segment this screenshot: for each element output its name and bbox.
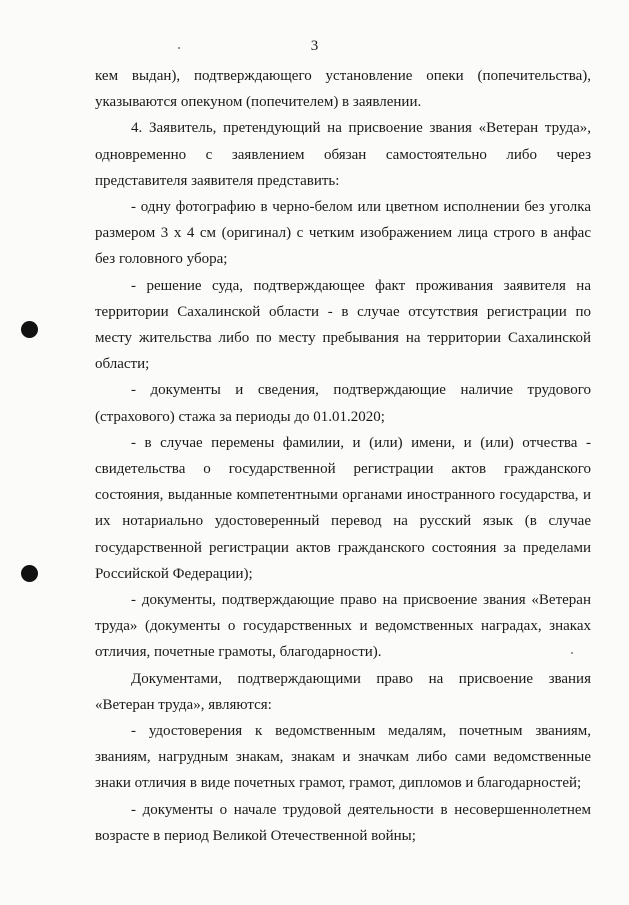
paragraph: - удостоверения к ведомственным медалям, почетным званиям, званиям, нагрудным знакам, знакам и значкам либо сами ведомственные знаки отличия в виде почетных грамот, грамот, дипломов и благодарностей; [95, 723, 591, 792]
page-number: 3 [310, 38, 319, 54]
paragraph: - одну фотографию в черно-белом или цветном исполнении без уголка размером 3 х 4 см (оригинал) с четким изображением лица строго в анфас без головного убора; [95, 199, 591, 268]
document-body [95, 63, 591, 849]
paragraph: - в случае перемены фамилии, и (или) имени, и (или) отчества - свидетельства о государственной регистрации актов гражданского состояния, выданные компетентными органами иностранного государства, и их нотариально удостоверенный перевод на русский язык (в случае государственной регистрации актов гражданского состояния за пределами Российской Федерации); [95, 434, 591, 582]
scan-speck [178, 47, 180, 49]
paragraph: Документами, подтверждающими право на присвоение звания «Ветеран труда», являются: [95, 670, 591, 713]
paragraph: 4. Заявитель, претендующий на присвоение звания «Ветеран труда», одновременно с заявлением обязан самостоятельно либо через представителя заявителя представить: [95, 120, 591, 189]
paragraph: - документы и сведения, подтверждающие наличие трудового (страхового) стажа за периоды до 01.01.2020; [95, 382, 591, 425]
paragraph: кем выдан), подтверждающего установление опеки (попечительства), указываются опекуном (попечителем) в заявлении. [95, 68, 591, 111]
punch-hole-mark [21, 321, 38, 338]
paragraph: - документы, подтверждающие право на присвоение звания «Ветеран труда» (документы о государственных и ведомственных наградах, знаках отличия, почетные грамоты, благодарности). [95, 592, 591, 661]
punch-hole-mark [21, 565, 38, 582]
paragraph: - документы о начале трудовой деятельности в несовершеннолетнем возрасте в период Великой Отечественной войны; [95, 801, 591, 844]
paragraph: - решение суда, подтверждающее факт проживания заявителя на территории Сахалинской области - в случае отсутствия регистрации по месту жительства либо по месту пребывания на территории Сахалинской области; [95, 277, 591, 373]
